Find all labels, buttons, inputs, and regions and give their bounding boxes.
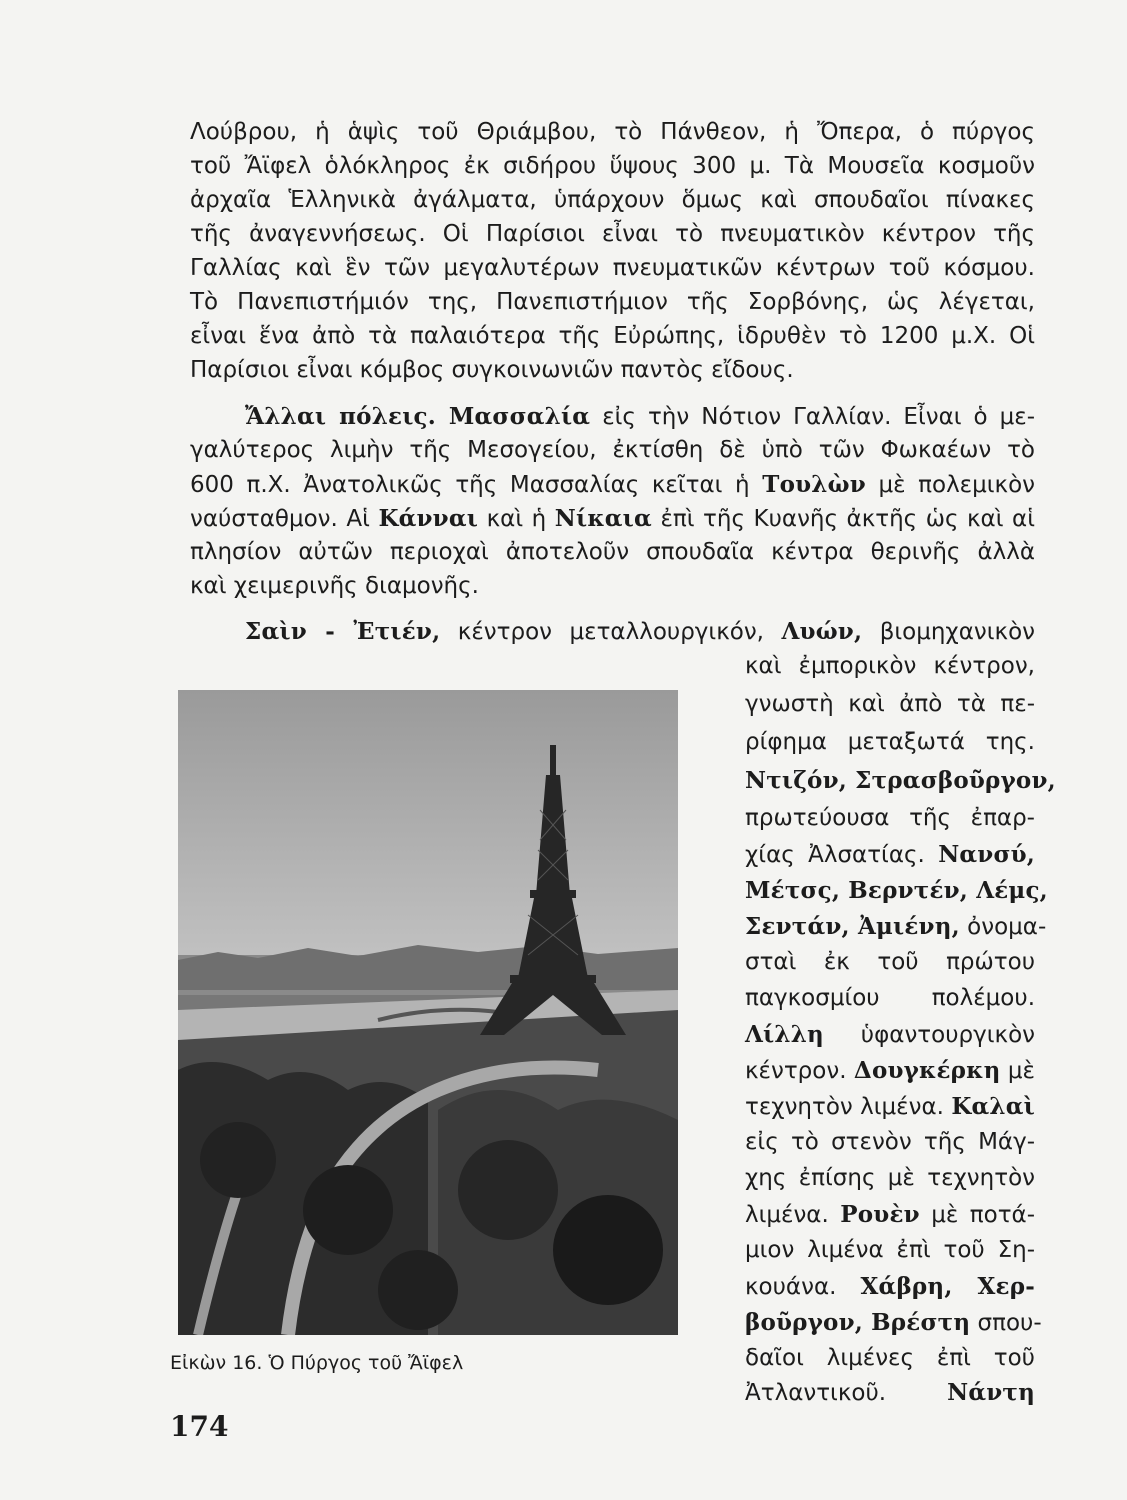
text-line: παγκοσμίου πολέμου. (745, 985, 1035, 1011)
text-line: καὶ χειμερινῆς διαμονῆς. (190, 573, 479, 599)
bold-term: Τουλὼν (762, 471, 866, 498)
text-line: πρωτεύουσα τῆς ἐπαρ- (745, 805, 1035, 831)
page-number: 174 (170, 1410, 229, 1443)
bold-term: Ἄλλαι πόλεις. Μασσαλία (245, 403, 591, 430)
bold-term: Νάντη (947, 1379, 1035, 1406)
bold-term: Νανσύ, (938, 841, 1035, 868)
bold-term: Ρουὲν (840, 1201, 920, 1228)
text-line: ρίφημα μεταξωτά της. (745, 729, 1035, 755)
bold-term: Κάνναι (378, 505, 479, 532)
text-line: γνωστὴ καὶ ἀπὸ τὰ πε- (745, 691, 1035, 717)
bold-term: Καλαὶ (951, 1093, 1035, 1120)
text-line: Παρίσιοι εἶναι κόμβος συγκοινωνιῶν παντὸς εἴδους. (190, 357, 794, 383)
text-line: Σεντάν, Ἀμιένη, ὀνομα- (745, 913, 1047, 940)
bold-term: Σαὶν - Ἐτιέν, (245, 618, 441, 645)
bold-term: Σεντάν, Ἀμιένη, (745, 913, 960, 940)
bold-term: Μέτσς, Βερντέν, Λέμς, (745, 877, 1048, 904)
text-line: γαλύτερος λιμὴν τῆς Μεσογείου, ἐκτίσθη δὲ ὑπὸ τῶν Φωκαέων τὸ (190, 437, 1035, 463)
text-line: 600 π.Χ. Ἀνατολικῶς τῆς Μασσαλίας κεῖται ἡ Τουλὼν μὲ πολεμικὸν (190, 471, 1036, 498)
text-line: εἶναι ἕνα ἀπὸ τὰ παλαιότερα τῆς Εὐρώπης, ἱδρυθὲν τὸ 1200 μ.Χ. Οἱ (190, 323, 1035, 349)
text-line: Λούβρου, ἡ ἁψὶς τοῦ Θριάμβου, τὸ Πάνθεον, ἡ Ὄπερα, ὁ πύργος (190, 119, 1035, 145)
text-line (745, 764, 1056, 798)
bold-term: βοῦργον, Βρέστη (745, 1309, 971, 1336)
bold-term: Λίλλη (745, 1021, 824, 1048)
text-line: τῆς ἀναγεννήσεως. Οἱ Παρίσιοι εἶναι τὸ πνευματικὸν κέντρον τῆς (190, 221, 1035, 247)
text-line: πλησίον αὐτῶν περιοχαὶ ἀποτελοῦν σπουδαῖα κέντρα θερινῆς ἀλλὰ (190, 539, 1035, 565)
bold-term: Ντιζόν, Στρασβοῦργον, (745, 767, 1056, 794)
text-line: Ἀτλαντικοῦ. Νάντη (745, 1379, 1035, 1406)
text-line: Σαὶν - Ἐτιέν, κέντρον μεταλλουργικόν, Λυών, βιομηχανικὸν (245, 618, 1035, 645)
text-line: βοῦργον, Βρέστη σπου- (745, 1309, 1042, 1336)
text-line: ἀρχαῖα Ἑλληνικὰ ἀγάλματα, ὑπάρχουν ὅμως καὶ σπουδαῖοι πίνακες (190, 187, 1035, 213)
text-line: Τὸ Πανεπιστήμιόν της, Πανεπιστήμιον τῆς Σορβόνης, ὡς λέγεται, (190, 289, 1035, 315)
text-line: Γαλλίας καὶ ἓν τῶν μεγαλυτέρων πνευματικῶν κέντρων τοῦ κόσμου. (190, 255, 1035, 281)
text-line: Ἄλλαι πόλεις. Μασσαλία εἰς τὴν Νότιον Γαλλίαν. Εἶναι ὁ με- (245, 403, 1035, 430)
eiffel-tower-photo (178, 690, 678, 1335)
bold-term: Χάβρη, Χερ- (860, 1273, 1035, 1300)
text-line: κέντρον. Δουγκέρκη μὲ (745, 1057, 1035, 1084)
text-line: κουάνα. Χάβρη, Χερ- (745, 1273, 1035, 1300)
text-line: χίας Ἀλσατίας. Νανσύ, (745, 841, 1035, 868)
bold-term: Δουγκέρκη (853, 1057, 1001, 1084)
text-line: χης ἐπίσης μὲ τεχνητὸν (745, 1165, 1035, 1191)
text-line: σταὶ ἐκ τοῦ πρώτου (745, 949, 1035, 975)
bold-term: Λυών, (781, 618, 863, 645)
text-line: εἰς τὸ στενὸν τῆς Μάγ- (745, 1129, 1035, 1155)
text-line: μιον λιμένα ἐπὶ τοῦ Ση- (745, 1237, 1035, 1263)
text-line: τεχνητὸν λιμένα. Καλαὶ (745, 1093, 1035, 1120)
text-line: δαῖοι λιμένες ἐπὶ τοῦ (745, 1345, 1035, 1371)
text-line: καὶ ἐμπορικὸν κέντρον, (745, 653, 1035, 679)
text-line: λιμένα. Ρουὲν μὲ ποτά- (745, 1201, 1036, 1228)
text-line: Λίλλη ὑφαντουργικὸν (745, 1021, 1035, 1048)
text-line: τοῦ Ἄϊφελ ὁλόκληρος ἐκ σιδήρου ὕψους 300 μ. Τὰ Μουσεῖα κοσμοῦν (190, 153, 1035, 179)
text-line (745, 874, 1048, 908)
text-line: ναύσταθμον. Αἱ Κάνναι καὶ ἡ Νίκαια ἐπὶ τῆς Κυανῆς ἀκτῆς ὡς καὶ αἱ (190, 505, 1035, 532)
figure-caption: Εἰκὼν 16. Ὁ Πύργος τοῦ Ἄϊφελ (170, 1352, 464, 1374)
bold-term: Νίκαια (554, 505, 652, 532)
